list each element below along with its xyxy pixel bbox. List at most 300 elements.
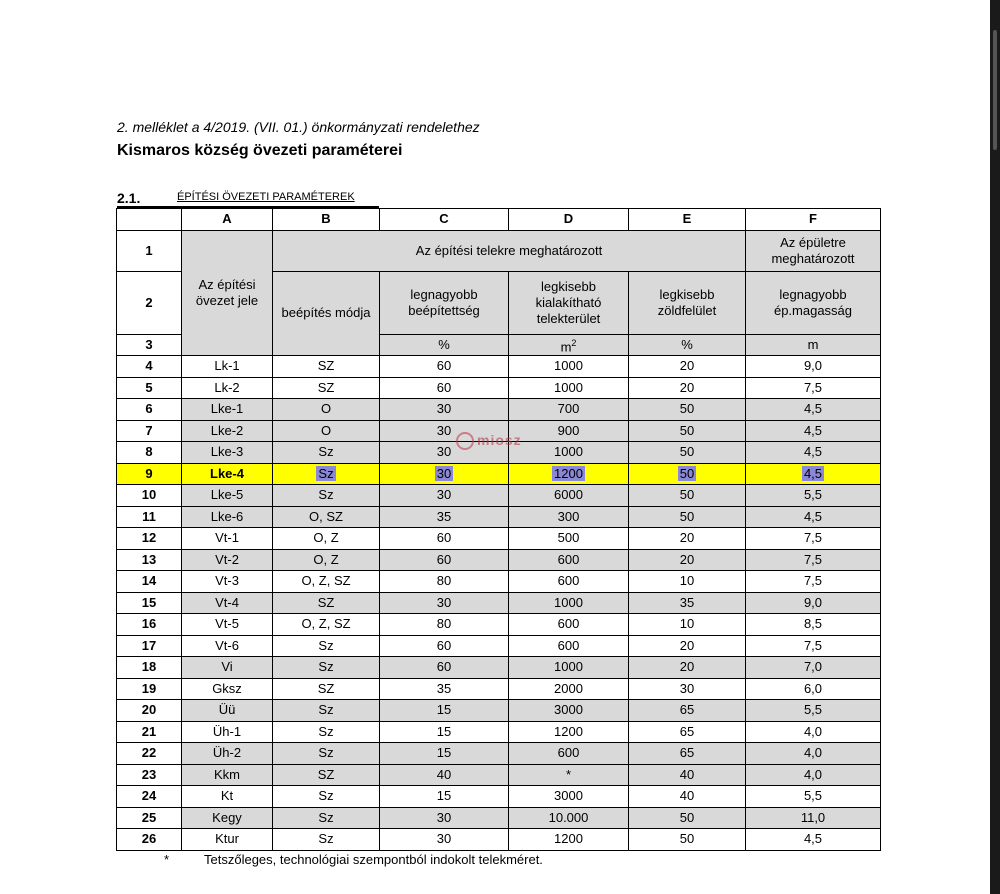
cell-value: 900	[557, 422, 580, 438]
cell-e	[629, 442, 746, 464]
scrollbar-thumb[interactable]	[993, 30, 997, 150]
cell-value: 500	[557, 530, 580, 546]
cell-a	[182, 549, 273, 571]
cell-e	[629, 700, 746, 722]
table-row	[117, 463, 881, 485]
cell-value: 20	[679, 530, 695, 546]
cell-d	[509, 420, 629, 442]
cell-b	[273, 657, 380, 679]
cell-b	[273, 420, 380, 442]
table-row	[117, 764, 881, 786]
cell-a	[182, 571, 273, 593]
cell-value: 13	[141, 551, 157, 567]
cell-value: 1200	[554, 465, 583, 481]
cell-value: 11,0	[800, 809, 826, 825]
cell-a	[182, 657, 273, 679]
row-number	[117, 463, 182, 485]
cell-value: 60	[436, 659, 452, 675]
cell-value: 26	[141, 831, 157, 847]
cell-f	[746, 829, 881, 851]
header-col-a: Az építési övezet jele	[182, 230, 273, 356]
cell-b	[273, 506, 380, 528]
header-col-e: legkisebb zöldfelület	[629, 271, 746, 334]
cell-d	[509, 485, 629, 507]
cell-value: 600	[557, 573, 580, 589]
cell-value: 60	[436, 379, 452, 395]
unit-d-sup: 2	[571, 337, 577, 348]
cell-value: 1000	[554, 379, 583, 395]
cell-f	[746, 356, 881, 378]
cell-f	[746, 571, 881, 593]
cell-value: 600	[557, 551, 580, 567]
cell-value: 30	[436, 809, 452, 825]
cell-f	[746, 614, 881, 636]
cell-value: 60	[436, 551, 452, 567]
cell-value: Lk-2	[214, 379, 240, 395]
cell-value: 7,5	[803, 637, 823, 653]
cell-e	[629, 764, 746, 786]
cell-e	[629, 485, 746, 507]
cell-value: O, Z, SZ	[301, 573, 351, 589]
cell-c	[380, 829, 509, 851]
cell-c	[380, 592, 509, 614]
cell-a	[182, 399, 273, 421]
header-col-c: legnagyobb beépítettség	[380, 271, 509, 334]
cell-value: 50	[679, 401, 695, 417]
cell-value: 20	[679, 637, 695, 653]
cell-value: 65	[679, 745, 695, 761]
cell-d	[509, 700, 629, 722]
cell-d	[509, 592, 629, 614]
cell-b	[273, 463, 380, 485]
cell-e	[629, 592, 746, 614]
cell-value: 50	[679, 508, 695, 524]
table-row	[117, 571, 881, 593]
cell-e	[629, 807, 746, 829]
cell-value: 3000	[554, 788, 583, 804]
cell-a	[182, 700, 273, 722]
cell-a	[182, 614, 273, 636]
cell-value: Sz	[318, 809, 334, 825]
cell-f	[746, 420, 881, 442]
cell-value: *	[565, 766, 572, 782]
row-number	[117, 764, 182, 786]
cell-value: Sz	[318, 831, 334, 847]
col-letter: E	[629, 209, 746, 231]
cell-value: 7	[145, 422, 153, 438]
cell-b	[273, 399, 380, 421]
cell-value: Sz	[318, 465, 334, 481]
cell-value: 80	[436, 573, 452, 589]
cell-value: 4,5	[803, 508, 823, 524]
cell-b	[273, 786, 380, 808]
cell-a	[182, 442, 273, 464]
cell-a	[182, 764, 273, 786]
cell-value: 7,5	[803, 379, 823, 395]
row-number	[117, 571, 182, 593]
cell-a	[182, 485, 273, 507]
data-rows	[117, 356, 881, 851]
cell-c	[380, 700, 509, 722]
table-row	[117, 721, 881, 743]
cell-b	[273, 528, 380, 550]
parameters-table	[116, 208, 881, 851]
cell-c	[380, 377, 509, 399]
cell-value: 50	[679, 465, 695, 481]
cell-f	[746, 678, 881, 700]
row-number: 2	[117, 271, 182, 334]
cell-value: 50	[679, 422, 695, 438]
document-title: Kismaros község övezeti paraméterei	[117, 142, 403, 159]
cell-d	[509, 442, 629, 464]
cell-value: 15	[141, 594, 157, 610]
cell-b	[273, 356, 380, 378]
cell-value: Lke-5	[210, 487, 244, 503]
cell-a	[182, 635, 273, 657]
table-row	[117, 549, 881, 571]
cell-value: 12	[141, 530, 157, 546]
cell-value: Üü	[218, 702, 236, 718]
cell-value: Lke-2	[210, 422, 244, 438]
cell-c	[380, 786, 509, 808]
cell-value: Sz	[318, 637, 334, 653]
cell-value: 7,0	[803, 659, 823, 675]
col-letter: D	[509, 209, 629, 231]
cell-value: 1000	[554, 444, 583, 460]
cell-c	[380, 743, 509, 765]
cell-value: 25	[141, 809, 157, 825]
cell-value: 7,5	[803, 573, 823, 589]
cell-b	[273, 377, 380, 399]
cell-c	[380, 549, 509, 571]
table-row	[117, 743, 881, 765]
cell-d	[509, 764, 629, 786]
cell-d	[509, 657, 629, 679]
watermark-logo-icon	[456, 432, 474, 450]
cell-d	[509, 463, 629, 485]
cell-f	[746, 657, 881, 679]
header-group-epuletre: Az épületre meghatározott	[746, 230, 881, 271]
unit-f: m	[746, 334, 881, 356]
cell-e	[629, 743, 746, 765]
cell-value: Sz	[318, 745, 334, 761]
cell-d	[509, 807, 629, 829]
table-row	[117, 377, 881, 399]
cell-value: 16	[141, 616, 157, 632]
cell-value: 60	[436, 358, 452, 374]
cell-value: 20	[679, 379, 695, 395]
cell-value: SZ	[317, 766, 335, 782]
cell-value: 6	[145, 401, 153, 417]
cell-value: 1000	[554, 594, 583, 610]
cell-value: Lke-1	[210, 401, 244, 417]
cell-value: 40	[436, 766, 452, 782]
cell-e	[629, 463, 746, 485]
row-number	[117, 377, 182, 399]
unit-c: %	[380, 334, 509, 356]
cell-value: 4,5	[803, 422, 823, 438]
cell-e	[629, 420, 746, 442]
cell-value: Lke-3	[210, 444, 244, 460]
cell-f	[746, 592, 881, 614]
cell-a	[182, 463, 273, 485]
row-number	[117, 528, 182, 550]
cell-value: 23	[141, 766, 157, 782]
row-number	[117, 485, 182, 507]
cell-value: Sz	[318, 702, 334, 718]
cell-c	[380, 635, 509, 657]
cell-value: 40	[679, 766, 695, 782]
cell-b	[273, 743, 380, 765]
cell-value: 19	[141, 680, 157, 696]
table-row	[117, 635, 881, 657]
row-number	[117, 549, 182, 571]
section-heading	[117, 190, 379, 208]
cell-f	[746, 528, 881, 550]
cell-value: 4,5	[803, 465, 823, 481]
cell-a	[182, 743, 273, 765]
cell-b	[273, 549, 380, 571]
cell-value: 20	[679, 551, 695, 567]
row-number	[117, 743, 182, 765]
cell-value: 24	[141, 788, 157, 804]
table-row	[117, 807, 881, 829]
row-number	[117, 700, 182, 722]
cell-value: 30	[436, 422, 452, 438]
row-number	[117, 592, 182, 614]
cell-value: Vt-4	[215, 594, 239, 610]
cell-value: 35	[436, 508, 452, 524]
cell-value: O	[320, 422, 332, 438]
cell-a	[182, 377, 273, 399]
cell-value: 6000	[554, 487, 583, 503]
cell-value: 5,5	[803, 788, 823, 804]
cell-value: O, Z	[313, 551, 339, 567]
section-label: ÉPÍTÉSI ÖVEZETI PARAMÉTEREK	[177, 191, 355, 203]
cell-value: 21	[141, 723, 157, 739]
cell-f	[746, 549, 881, 571]
cell-value: 50	[679, 444, 695, 460]
cell-value: Sz	[318, 788, 334, 804]
cell-value: 5,5	[803, 702, 823, 718]
cell-value: 1000	[554, 358, 583, 374]
cell-value: 4	[145, 358, 153, 374]
cell-f	[746, 721, 881, 743]
cell-value: 8	[145, 444, 153, 460]
cell-value: 22	[141, 745, 157, 761]
cell-value: Vt-6	[215, 637, 239, 653]
cell-value: Gksz	[212, 680, 242, 696]
cell-d	[509, 743, 629, 765]
cell-d	[509, 571, 629, 593]
cell-value: 60	[436, 530, 452, 546]
cell-value: 30	[436, 401, 452, 417]
cell-value: 600	[557, 616, 580, 632]
cell-value: 35	[436, 680, 452, 696]
cell-value: 30	[436, 831, 452, 847]
cell-f	[746, 786, 881, 808]
cell-value: 6,0	[803, 680, 823, 696]
cell-e	[629, 635, 746, 657]
cell-value: 15	[436, 745, 452, 761]
cell-b	[273, 485, 380, 507]
cell-b	[273, 678, 380, 700]
cell-value: 9,0	[803, 358, 823, 374]
cell-f	[746, 442, 881, 464]
footnote-marker: *	[164, 852, 170, 867]
cell-e	[629, 786, 746, 808]
cell-value: 4,0	[803, 723, 823, 739]
cell-value: Vt-2	[215, 551, 239, 567]
watermark	[456, 432, 522, 450]
cell-c	[380, 764, 509, 786]
table-row	[117, 786, 881, 808]
row-number	[117, 678, 182, 700]
cell-a	[182, 721, 273, 743]
cell-value: 15	[436, 723, 452, 739]
footnote	[164, 852, 543, 867]
cell-value: 4,5	[803, 401, 823, 417]
cell-a	[182, 420, 273, 442]
cell-c	[380, 807, 509, 829]
table-row	[117, 485, 881, 507]
cell-d	[509, 721, 629, 743]
cell-value: O	[320, 401, 332, 417]
cell-value: Üh-2	[212, 745, 242, 761]
cell-value: 10.000	[548, 809, 589, 825]
unit-d	[509, 334, 629, 356]
cell-f	[746, 743, 881, 765]
cell-value: 30	[436, 465, 452, 481]
cell-value: O, Z, SZ	[301, 616, 351, 632]
cell-f	[746, 764, 881, 786]
cell-d	[509, 528, 629, 550]
cell-b	[273, 635, 380, 657]
cell-f	[746, 807, 881, 829]
cell-c	[380, 399, 509, 421]
corner-cell	[117, 209, 182, 231]
row-number	[117, 721, 182, 743]
cell-e	[629, 721, 746, 743]
cell-value: 30	[436, 487, 452, 503]
cell-f	[746, 485, 881, 507]
cell-e	[629, 377, 746, 399]
cell-d	[509, 614, 629, 636]
table-row	[117, 678, 881, 700]
cell-value: 9,0	[803, 594, 823, 610]
table-row	[117, 657, 881, 679]
cell-value: 4,0	[803, 745, 823, 761]
cell-e	[629, 657, 746, 679]
cell-value: Kegy	[212, 809, 242, 825]
cell-c	[380, 485, 509, 507]
cell-value: 4,5	[803, 444, 823, 460]
cell-value: Lke-6	[210, 508, 244, 524]
row-number	[117, 356, 182, 378]
cell-value: 35	[679, 594, 695, 610]
col-letter: F	[746, 209, 881, 231]
row-number	[117, 786, 182, 808]
cell-value: 1200	[554, 831, 583, 847]
cell-e	[629, 614, 746, 636]
cell-d	[509, 549, 629, 571]
cell-value: 60	[436, 637, 452, 653]
cell-b	[273, 700, 380, 722]
cell-c	[380, 657, 509, 679]
cell-b	[273, 442, 380, 464]
cell-c	[380, 528, 509, 550]
cell-value: Sz	[318, 487, 334, 503]
table-row	[117, 592, 881, 614]
watermark-text: miosz	[477, 432, 522, 448]
cell-value: 4,5	[803, 831, 823, 847]
cell-value: Sz	[318, 659, 334, 675]
cell-d	[509, 635, 629, 657]
cell-value: 7,5	[803, 551, 823, 567]
header-group-telekre: Az építési telekre meghatározott	[273, 230, 746, 271]
cell-e	[629, 829, 746, 851]
table-row	[117, 528, 881, 550]
cell-c	[380, 571, 509, 593]
cell-e	[629, 571, 746, 593]
section-number: 2.1.	[117, 190, 141, 206]
cell-b	[273, 614, 380, 636]
cell-value: 30	[679, 680, 695, 696]
cell-a	[182, 829, 273, 851]
cell-d	[509, 399, 629, 421]
table-row	[117, 356, 881, 378]
scrollbar[interactable]	[990, 0, 1000, 894]
cell-f	[746, 377, 881, 399]
cell-value: 10	[141, 487, 157, 503]
cell-b	[273, 807, 380, 829]
cell-value: Vi	[221, 659, 233, 675]
cell-value: SZ	[317, 680, 335, 696]
cell-d	[509, 377, 629, 399]
cell-value: 700	[557, 401, 580, 417]
cell-b	[273, 764, 380, 786]
cell-d	[509, 506, 629, 528]
unit-e: %	[629, 334, 746, 356]
cell-value: 50	[679, 831, 695, 847]
cell-a	[182, 678, 273, 700]
cell-value: 1200	[554, 723, 583, 739]
document-subtitle: 2. melléklet a 4/2019. (VII. 01.) önkormányzati rendelethez	[117, 119, 480, 135]
cell-d	[509, 356, 629, 378]
cell-value: 17	[141, 637, 157, 653]
row-number	[117, 635, 182, 657]
cell-d	[509, 829, 629, 851]
cell-value: 5	[145, 379, 153, 395]
cell-value: 8,5	[803, 616, 823, 632]
cell-a	[182, 786, 273, 808]
cell-e	[629, 506, 746, 528]
cell-value: Sz	[318, 723, 334, 739]
cell-b	[273, 592, 380, 614]
cell-d	[509, 678, 629, 700]
cell-value: 80	[436, 616, 452, 632]
cell-value: 4,0	[803, 766, 823, 782]
cell-e	[629, 399, 746, 421]
cell-value: SZ	[317, 358, 335, 374]
cell-a	[182, 807, 273, 829]
cell-value: 600	[557, 637, 580, 653]
cell-value: O, SZ	[309, 508, 343, 524]
cell-f	[746, 506, 881, 528]
cell-value: 20	[679, 659, 695, 675]
unit-d-base: m	[560, 338, 572, 354]
cell-e	[629, 549, 746, 571]
